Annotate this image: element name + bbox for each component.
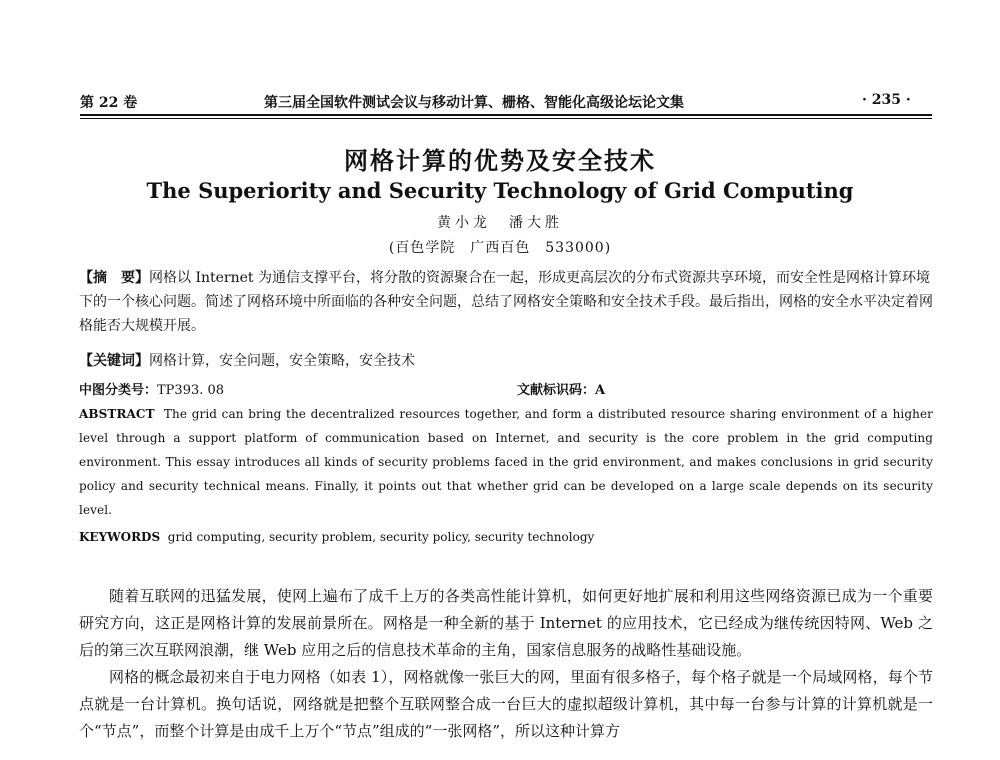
keywords-chinese	[79, 350, 933, 372]
keywords-cn-text: 网格计算，安全问题，安全策略，安全技术	[149, 353, 415, 369]
page-number: · 235 ·	[862, 92, 911, 108]
title-chinese: 网格计算的优势及安全技术	[344, 146, 656, 175]
keywords-en-text: grid computing, security problem, security policy, security technology	[167, 530, 595, 544]
doc-code	[517, 379, 605, 398]
body-paragraph-2: 网格的概念最初来自于电力网格（如表 1），网格就像一张巨大的网，里面有很多格子，每个格子就是一个局域网格，每个节点就是一台计算机。换句话说，网络就是把整个互联网整合成一台巨大的虚拟超级计算机，其中每一台参与计算的计算机就是一个“节点”，而整个计算是由成千上万个“节点”组成的“一张网格”，所以这种计算方	[79, 668, 933, 740]
abstract-cn-label: 【摘 要】	[79, 270, 149, 286]
keywords-english	[79, 530, 933, 544]
header-rule-thick	[80, 114, 932, 116]
clc-label: 中图分类号：	[79, 383, 158, 398]
abstract-english	[79, 402, 933, 522]
abstract-chinese	[79, 266, 933, 338]
volume-label: 第 22 卷	[80, 95, 138, 111]
doc-code-value: A	[595, 383, 606, 398]
clc-value: TP393. 08	[157, 383, 225, 398]
affiliation: (百色学院 广西百色 533000)	[388, 240, 612, 256]
authors: 黄小龙 潘大胜	[437, 215, 563, 231]
body-paragraph-1: 随着互联网的迅猛发展，使网上遍布了成千上万的各类高性能计算机，如何更好地扩展和利用这些网络资源已成为一个重要研究方向，这正是网格计算的发展前景所在。网格是一种全新的基于 Internet 的应用技术，它已经成为继传统因特网、Web 之后的第三次互联网浪潮，继 Web 应用之后的信息技术革命的主角，国家信息服务的战略性基础设施。	[79, 587, 933, 659]
abstract-cn-text: 网格以 Internet 为通信支撑平台，将分散的资源聚合在一起，形成更高层次的分布式资源共享环境，而安全性是网格计算环境下的一个核心问题。简述了网格环境中所面临的各种安全问题，总结了网格安全策略和安全技术手段。最后指出，网格的安全水平决定着网格能否大规模开展。	[79, 270, 933, 334]
proceedings-title: 第三届全国软件测试会议与移动计算、栅格、智能化高级论坛论文集	[264, 95, 684, 111]
header-rule-thin	[80, 118, 932, 119]
body-text	[79, 583, 933, 745]
abstract-en-label: ABSTRACT	[79, 407, 155, 421]
classification-line	[79, 379, 933, 398]
doc-code-label: 文献标识码：	[517, 383, 596, 398]
keywords-en-label: KEYWORDS	[79, 530, 161, 544]
keywords-cn-label: 【关键词】	[79, 353, 149, 369]
abstract-en-text: The grid can bring the decentralized resources together, and form a distributed resource sharing environment of a higher level through a support platform of communication based on Internet, and security is the core problem in the grid computing environment. This essay introduces all kinds of security problems faced in the grid environment, and makes conclusions in grid security policy and security technical means. Finally, it points out that whether grid can be developed on a large scale depends on its security level.	[79, 407, 933, 517]
title-english: The Superiority and Security Technology of Grid Computing	[146, 178, 854, 203]
